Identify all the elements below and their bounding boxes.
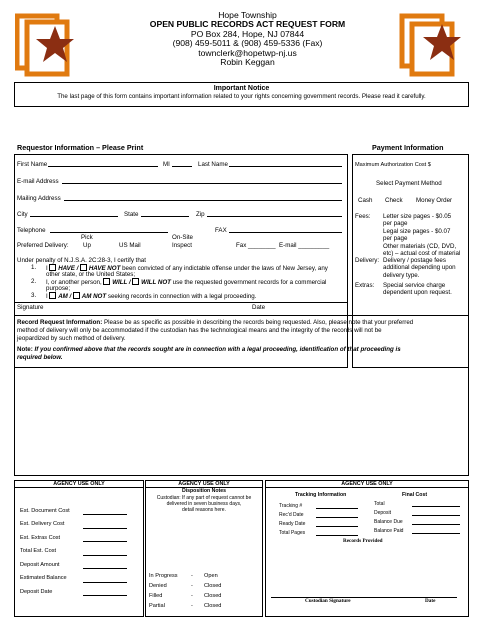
first-name-field[interactable] <box>48 166 158 167</box>
status-result: Closed <box>204 583 222 589</box>
total-est-cost-label: Total Est. Cost <box>20 548 57 554</box>
fees-list <box>383 213 460 257</box>
est-document-cost-field[interactable] <box>83 514 127 515</box>
final-cost-list <box>374 500 403 536</box>
notice-title: Important Notice <box>213 85 270 92</box>
payment-method-label: Select Payment Method <box>376 180 442 187</box>
delivery-label: Delivery: <box>355 257 380 264</box>
signature-label: Signature <box>17 304 44 311</box>
status-row[interactable] <box>149 583 254 593</box>
fee-line: Other materials (CD, DVD, <box>383 242 457 250</box>
city-label: City <box>17 211 28 218</box>
certification-item-2 <box>46 278 326 286</box>
total-pages-field[interactable] <box>316 535 358 536</box>
township-logo-right <box>398 10 473 82</box>
item2-rest: use the requested government records for a commercial <box>172 279 327 286</box>
status-name: Partial <box>149 603 165 609</box>
tracking-label: Rec'd Date <box>279 512 304 518</box>
disposition-desc-1: Custodian: If any part of request cannot be <box>156 494 252 501</box>
note-text1: If you confirmed above that the records sought are in connection with a legal proceeding, identification of that proceeding is <box>34 346 401 353</box>
records-provided-label: Records Provided <box>343 538 383 544</box>
agency1-list <box>20 508 70 602</box>
tracking-title: Tracking Information <box>295 492 347 498</box>
item2-number: 2. <box>31 278 37 285</box>
item3-i: I <box>46 293 48 300</box>
extras-line: Special service charge <box>383 282 446 289</box>
mi-label: MI <box>163 161 170 168</box>
form-header <box>100 11 395 67</box>
item1-have: HAVE / <box>58 265 79 272</box>
record-request-label: Record Request Information: <box>17 319 103 326</box>
agency2-title: AGENCY USE ONLY <box>146 481 262 488</box>
mailing-label: Mailing Address <box>17 195 61 202</box>
status-name: In Progress <box>149 573 178 579</box>
total-est-cost-field[interactable] <box>83 555 127 556</box>
delivery-line: delivery type. <box>383 271 420 279</box>
delivery-line: Delivery / postage fees <box>383 257 446 264</box>
last-name-label: Last Name <box>198 161 228 168</box>
mailing-field[interactable] <box>64 200 342 201</box>
deposit-date-label: Deposit Date <box>20 589 53 595</box>
estimated-balance-label: Estimated Balance <box>20 575 67 581</box>
zip-field[interactable] <box>207 216 342 217</box>
requestor-title: Requestor Information – Please Print <box>17 143 144 152</box>
fee-line: etc) – actual cost of material <box>383 250 461 258</box>
item3-am: AM / <box>58 293 72 300</box>
note-label: Note: <box>17 346 33 353</box>
fax-label: FAX <box>215 227 227 234</box>
payment-cash-option[interactable]: Cash <box>358 197 373 204</box>
payment-check-option[interactable]: Check <box>385 197 403 204</box>
status-result: Closed <box>204 593 222 599</box>
delivery-email-option[interactable]: E-mail _________ <box>279 242 330 249</box>
telephone-label: Telephone <box>17 227 46 234</box>
fee-line: Legal size pages - $0.07 <box>383 227 451 235</box>
final-cost-label: Total <box>374 501 385 507</box>
preferred-delivery-label: Preferred Delivery: <box>17 242 69 249</box>
delivery-pickup-option[interactable]: Up <box>83 242 91 249</box>
item3-rest: seeking records in connection with a legal proceeding. <box>107 293 257 300</box>
received-date-field[interactable] <box>316 517 358 518</box>
status-result: Closed <box>204 603 222 609</box>
disposition-notes-title: Disposition Notes <box>181 488 227 494</box>
final-cost-label: Balance Due <box>374 519 403 525</box>
email-label: E-mail Address <box>17 178 59 185</box>
last-name-field[interactable] <box>229 166 342 167</box>
legal-note <box>17 346 464 362</box>
status-row[interactable] <box>149 593 254 603</box>
onsite-label: On-Site <box>172 234 193 241</box>
status-dash: - <box>191 583 193 589</box>
status-row[interactable] <box>149 603 254 613</box>
delivery-usmail-option[interactable]: US Mail <box>119 242 141 249</box>
deposit-amount-field[interactable] <box>83 568 127 569</box>
state-label: State <box>124 211 139 218</box>
tracking-label: Tracking # <box>279 503 303 509</box>
township-logo-left <box>15 8 93 88</box>
record-request-text1: Please be as specific as possible in describing the records being requested. Also, please note that your preferred <box>104 319 414 326</box>
ready-date-field[interactable] <box>316 526 358 527</box>
delivery-inspect-option[interactable]: Inspect <box>172 242 192 249</box>
extras-line: dependent upon request. <box>383 289 452 297</box>
will-checkbox[interactable] <box>103 278 110 285</box>
status-result: Open <box>204 573 218 579</box>
tracking-list <box>279 502 305 538</box>
payment-money-order-option[interactable]: Money Order <box>416 197 453 204</box>
fee-line: Letter size pages - $0.05 <box>383 213 452 220</box>
first-name-label: First Name <box>17 161 48 168</box>
delivery-line: additional depending upon <box>383 264 456 272</box>
status-dash: - <box>191 593 193 599</box>
have-not-checkbox[interactable] <box>80 264 87 271</box>
est-delivery-cost-label: Est. Delivery Cost <box>20 521 65 527</box>
status-dash: - <box>191 603 193 609</box>
delivery-fax-option[interactable]: Fax ________ <box>236 242 276 249</box>
status-dash: - <box>191 573 193 579</box>
final-cost-label: Balance Paid <box>374 528 404 534</box>
certification-item-3 <box>46 292 256 300</box>
have-checkbox[interactable] <box>49 264 56 271</box>
final-cost-label: Deposit <box>374 510 391 516</box>
custodian-date-label: Date <box>425 598 436 604</box>
township-name: Hope Township <box>218 10 277 20</box>
item2-will: WILL / <box>112 279 131 286</box>
est-delivery-cost-field[interactable] <box>83 528 127 529</box>
status-name: Filled <box>149 593 163 599</box>
form-title: OPEN PUBLIC RECORDS ACT REQUEST FORM <box>149 19 346 30</box>
fax-field[interactable] <box>229 232 342 233</box>
will-not-checkbox[interactable] <box>132 278 139 285</box>
deposit-date-field[interactable] <box>83 595 127 596</box>
est-extras-cost-field[interactable] <box>83 541 127 542</box>
item2-a: I, or another person, <box>46 279 102 286</box>
item1-number: 1. <box>31 264 37 271</box>
payment-title: Payment Information <box>372 143 444 152</box>
delivery-list <box>383 257 456 279</box>
custodian-signature-label: Custodian Signature <box>305 598 351 604</box>
item1-havenot: HAVE NOT <box>88 265 121 272</box>
mi-field[interactable] <box>172 166 192 167</box>
fee-line: per page <box>383 220 408 228</box>
fee-line: per page <box>383 235 408 243</box>
email-field[interactable] <box>62 183 342 184</box>
item1-i: I <box>46 265 48 272</box>
am-not-checkbox[interactable] <box>73 292 80 299</box>
record-request-info <box>17 319 464 344</box>
status-name: Denied <box>149 583 167 589</box>
total-field[interactable] <box>412 506 460 507</box>
township-email: townclerk@hopetwp-nj.us <box>198 47 297 58</box>
item2-continuation: purpose; <box>46 285 71 292</box>
clerk-name: Robin Keggan <box>220 57 275 68</box>
deposit-field[interactable] <box>412 515 460 516</box>
tracking-label: Total Pages <box>279 530 306 536</box>
disposition-desc-3: detail reasons here. <box>182 506 226 513</box>
final-cost-title: Final Cost <box>402 492 428 498</box>
note-text2: required below. <box>17 354 63 362</box>
balance-due-field[interactable] <box>412 524 460 525</box>
item1-continuation: other state, or the United States; <box>46 271 136 278</box>
extras-label: Extras: <box>355 282 375 289</box>
agency3-title: AGENCY USE ONLY <box>266 481 468 488</box>
important-notice <box>14 82 469 107</box>
penalty-text: Under penalty of N.J.S.A. 2C:28-3, I certify that <box>17 257 146 264</box>
tracking-number-field[interactable] <box>316 508 358 509</box>
balance-paid-field[interactable] <box>412 533 460 534</box>
disposition-status-list <box>149 573 254 613</box>
notice-text: The last page of this form contains important information related to your rights concerning government records. Please read it carefully. <box>57 93 426 100</box>
item1-rest: been convicted of any indictable offense under the laws of New Jersey, any <box>122 265 328 272</box>
record-request-text2: method of delivery will only be accommodated if the custodian has the technological means and the integrity of the records will not be <box>17 327 382 335</box>
estimated-balance-field[interactable] <box>83 582 127 583</box>
extras-list <box>383 282 452 297</box>
status-row[interactable] <box>149 573 254 583</box>
pick-label: Pick <box>81 234 93 241</box>
state-field[interactable] <box>141 216 189 217</box>
am-checkbox[interactable] <box>49 292 56 299</box>
max-authorization-label: Maximum Authorization Cost $ <box>355 162 431 168</box>
city-field[interactable] <box>30 216 118 217</box>
zip-label: Zip <box>196 211 205 218</box>
signature-field[interactable] <box>14 302 347 303</box>
est-document-cost-label: Est. Document Cost <box>20 508 70 514</box>
est-extras-cost-label: Est. Extras Cost <box>20 535 61 541</box>
item3-amnot: AM NOT <box>81 293 107 300</box>
record-request-text3: jeopardized by such method of delivery. <box>17 335 126 343</box>
disposition-desc-2: delivered in seven business days, <box>166 500 242 507</box>
deposit-amount-label: Deposit Amount <box>20 562 60 568</box>
agency1-title: AGENCY USE ONLY <box>15 481 143 488</box>
telephone-field[interactable] <box>50 232 168 233</box>
tracking-label: Ready Date <box>279 521 306 527</box>
item2-willnot: WILL NOT <box>141 279 171 286</box>
item3-number: 3. <box>31 292 37 299</box>
fees-label: Fees: <box>355 213 371 220</box>
date-label: Date <box>252 304 266 311</box>
township-address: PO Box 284, Hope, NJ 07844 <box>190 28 305 39</box>
township-phones: (908) 459-5011 & (908) 459-5336 (Fax) <box>172 38 323 49</box>
